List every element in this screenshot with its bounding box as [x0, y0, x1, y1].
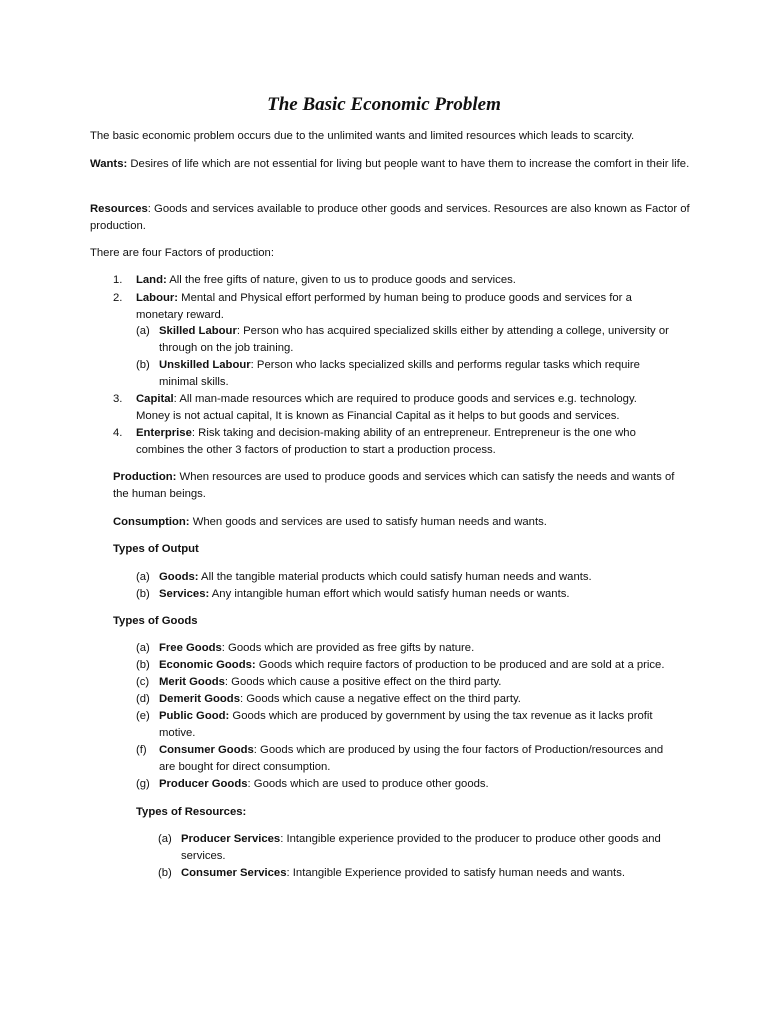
- list-item-factor: [113, 272, 688, 289]
- list-marker: (b): [136, 359, 150, 371]
- labour-type-text: : Person who lacks specialized skills and performs regular tasks which require minimal skills.: [159, 359, 640, 388]
- list-marker: (d): [136, 693, 150, 705]
- list-marker: (e): [136, 710, 150, 722]
- list-item-output-type: [136, 569, 688, 586]
- resources-heading: Types of Resources:: [136, 806, 247, 818]
- consumption-text: When goods and services are used to satisfy human needs and wants.: [189, 516, 547, 528]
- factor-term: Capital: [136, 393, 174, 405]
- goods-type-text: : Goods which are provided as free gifts by nature.: [221, 642, 475, 654]
- wants-term: Wants:: [90, 158, 128, 170]
- goods-type-term: Merit Goods: [159, 676, 225, 688]
- goods-type-term: Producer Goods: [159, 778, 248, 790]
- consumption-paragraph: [113, 514, 688, 531]
- goods-type-term: Consumer Goods: [159, 744, 254, 756]
- list-marker: 3.: [113, 393, 123, 405]
- goods-heading: Types of Goods: [113, 615, 198, 627]
- list-item-goods-type: [136, 691, 688, 708]
- wants-paragraph: [90, 156, 690, 173]
- list-item-factor: [113, 425, 658, 459]
- resource-type-text: : Intangible experience provided to the producer to produce other goods and services.: [181, 833, 661, 862]
- wants-text: Desires of life which are not essential for living but people want to have them to increase the comfort in their life.: [127, 158, 690, 170]
- goods-type-term: Free Goods: [159, 642, 222, 654]
- list-marker: (a): [136, 642, 150, 654]
- list-item-factor: [113, 391, 653, 425]
- production-text: When resources are used to produce goods and services which can satisfy the needs and wants of the human beings.: [113, 471, 675, 500]
- list-item-goods-type: [136, 742, 676, 776]
- factor-text: : All man-made resources which are required to produce goods and services e.g. technology. Money is not actual capital, It is known as Financial Capital as it helps to but goods and services.: [136, 393, 637, 422]
- factor-term: Enterprise: [136, 427, 192, 439]
- factors-intro: There are four Factors of production:: [90, 247, 274, 259]
- list-marker: (f): [136, 744, 147, 756]
- factor-text: : Risk taking and decision-making ability of an entrepreneur. Entrepreneur is the one who combines the other 3 factors of production to start a production process.: [136, 427, 636, 456]
- output-type-text: Any intangible human effort which would satisfy human needs or wants.: [209, 588, 570, 600]
- factor-text: All the free gifts of nature, given to us to produce goods and services.: [166, 274, 516, 286]
- document-title: The Basic Economic Problem: [267, 94, 501, 115]
- resources-text: : Goods and services available to produce other goods and services. Resources are also known as Factor of production.: [90, 203, 690, 232]
- goods-type-text: Goods which require factors of production to be produced and are sold at a price.: [255, 659, 665, 671]
- labour-type-term: Unskilled Labour: [159, 359, 251, 371]
- list-item-labour-type: [136, 357, 656, 391]
- resources-term: Resources: [90, 203, 148, 215]
- output-type-term: Services:: [159, 588, 210, 600]
- list-item-resource-type: [158, 865, 688, 882]
- output-type-term: Goods:: [159, 571, 199, 583]
- labour-type-text: : Person who has acquired specialized skills either by attending a college, university or through on the job training.: [159, 325, 669, 354]
- goods-type-text: : Goods which cause a negative effect on the third party.: [239, 693, 521, 705]
- consumption-term: Consumption:: [113, 516, 190, 528]
- output-type-text: All the tangible material products which could satisfy human needs and wants.: [198, 571, 592, 583]
- intro-paragraph: The basic economic problem occurs due to the unlimited wants and limited resources which leads to scarcity.: [90, 130, 635, 142]
- resources-paragraph: [90, 201, 690, 235]
- production-paragraph: [113, 469, 688, 503]
- list-marker: (a): [158, 833, 172, 845]
- list-item-goods-type: [136, 640, 688, 657]
- goods-type-term: Demerit Goods: [159, 693, 240, 705]
- production-term: Production:: [113, 471, 177, 483]
- list-marker: (c): [136, 676, 150, 688]
- list-marker: (a): [136, 325, 150, 337]
- goods-type-text: Goods which are produced by government by using the tax revenue as it lacks profit motive.: [159, 710, 653, 739]
- list-marker: 2.: [113, 292, 123, 304]
- list-marker: (b): [136, 659, 150, 671]
- goods-type-term: Economic Goods:: [159, 659, 256, 671]
- list-item-goods-type: [136, 708, 656, 742]
- list-item-goods-type: [136, 674, 688, 691]
- list-item-labour-type: [136, 323, 676, 357]
- goods-type-text: : Goods which are used to produce other goods.: [247, 778, 489, 790]
- list-marker: (b): [136, 588, 150, 600]
- list-item-resource-type: [158, 831, 678, 865]
- list-marker: (a): [136, 571, 150, 583]
- resource-type-term: Producer Services: [181, 833, 281, 845]
- list-marker: 4.: [113, 427, 123, 439]
- factor-term: Labour:: [136, 292, 179, 304]
- goods-type-text: : Goods which are produced by using the four factors of Production/resources and are bought for direct consumption.: [159, 744, 664, 773]
- factor-text: Mental and Physical effort performed by human being to produce goods and services for a monetary reward.: [136, 292, 632, 321]
- resource-type-text: : Intangible Experience provided to satisfy human needs and wants.: [286, 867, 625, 879]
- labour-type-term: Skilled Labour: [159, 325, 237, 337]
- factor-term: Land:: [136, 274, 167, 286]
- list-item-goods-type: [136, 657, 688, 674]
- list-marker: (g): [136, 778, 150, 790]
- list-marker: 1.: [113, 274, 123, 286]
- goods-type-text: : Goods which cause a positive effect on the third party.: [224, 676, 502, 688]
- resource-type-term: Consumer Services: [181, 867, 287, 879]
- list-item-goods-type: [136, 776, 688, 793]
- list-item-factor: [113, 290, 668, 324]
- list-marker: (b): [158, 867, 172, 879]
- list-item-output-type: [136, 586, 688, 603]
- output-heading: Types of Output: [113, 543, 199, 555]
- goods-type-term: Public Good:: [159, 710, 230, 722]
